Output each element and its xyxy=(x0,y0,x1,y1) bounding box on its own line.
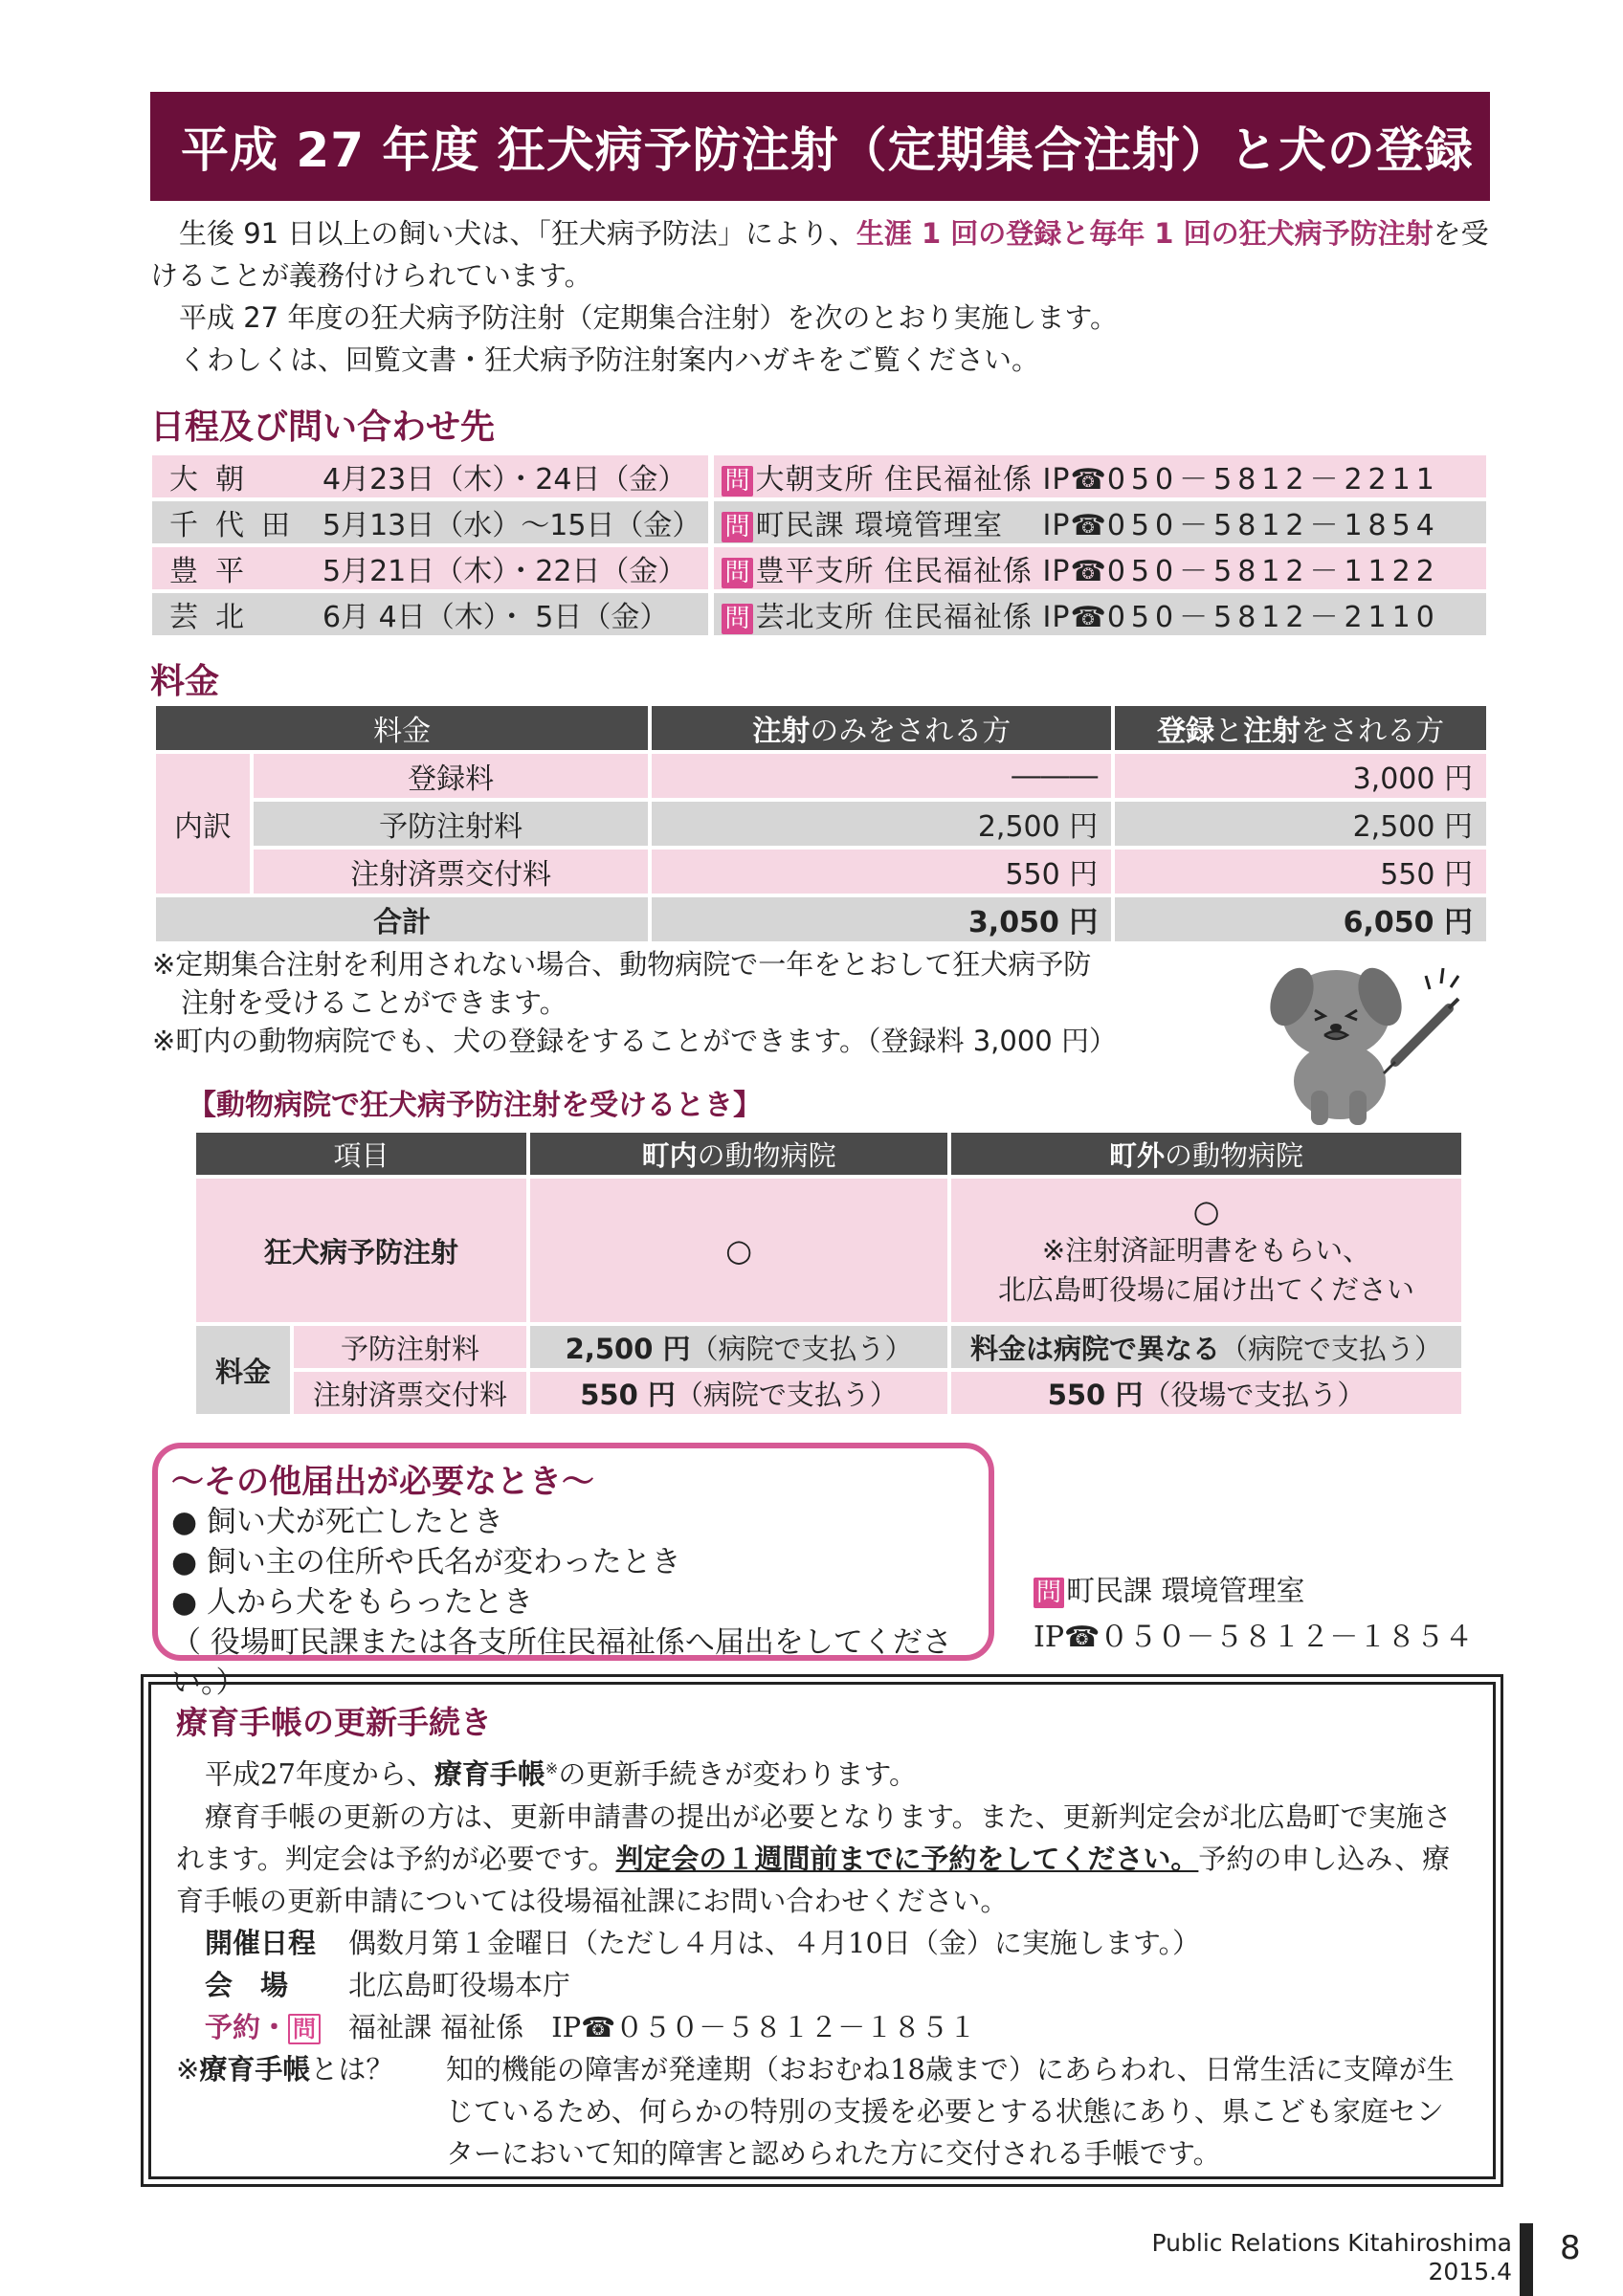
table-row xyxy=(152,593,1486,635)
table-row xyxy=(196,1179,1461,1322)
ryoiku-notice-box xyxy=(148,1682,1496,2179)
hospital-fee-out: 料金は病院で異なる（病院で支払う） xyxy=(951,1326,1461,1368)
schedule-contact xyxy=(714,547,1486,589)
schedule-contact xyxy=(714,455,1486,497)
hospital-out-note-1: ※注射済証明書をもらい、 xyxy=(1041,1234,1371,1267)
schedule-date: 4月23日（木）・24日（金） xyxy=(315,455,714,497)
note-1a: ※定期集合注射を利用されない場合、動物病院で一年をとおして狂犬病予防 xyxy=(152,948,1092,981)
fee-item: 登録料 xyxy=(254,754,648,798)
contact-block xyxy=(1034,1569,1473,1661)
hospital-fee-out: 550 円（役場で支払う） xyxy=(951,1372,1461,1414)
table-row xyxy=(196,1372,1461,1414)
schedule-office: 町民課 環境管理室 IP☎ xyxy=(755,509,1107,542)
hospital-col-item: 項目 xyxy=(196,1133,526,1175)
list-item: ● 人から犬をもらったとき xyxy=(171,1585,533,1620)
table-row xyxy=(156,754,1486,798)
hospital-table xyxy=(192,1129,1465,1418)
page-title: 平成 27 年度 狂犬病予防注射（定期集合注射）と犬の登録 xyxy=(150,92,1490,201)
schedule-office: 豊平支所 住民福祉係 IP☎ xyxy=(755,555,1107,588)
hospital-out-note-2: 北広島町役場に届け出てください xyxy=(998,1273,1415,1306)
intro-highlight: 生涯 1 回の登録と毎年 1 回の狂犬病予防注射 xyxy=(856,217,1434,250)
fee-col-header: 料金 xyxy=(156,706,648,750)
hospital-fee-label: 料金 xyxy=(196,1326,290,1414)
inquiry-icon: 問 xyxy=(722,466,753,497)
fee-col-inject: 注射のみをされる方 xyxy=(652,706,1111,750)
ryoiku-date-row: 開催日程 偶数月第１金曜日（ただし４月は、４月10日（金）に実施します。） xyxy=(205,1926,1201,1959)
hospital-out-mark: ○ xyxy=(1192,1193,1220,1229)
ryoiku-paragraph-1: 平成27年度から、療育手帳※の更新手続きが変わります。 xyxy=(205,1757,918,1791)
intro-paragraph-1 xyxy=(150,212,1490,297)
fee-total-inject: 3,050 円 xyxy=(652,897,1111,941)
schedule-date: 5月13日（水）～15日（金） xyxy=(315,501,714,543)
schedule-area: 大朝 xyxy=(152,455,315,497)
hospital-in-mark: ○ xyxy=(530,1179,947,1322)
fee-item: 注射済票交付料 xyxy=(254,850,648,894)
schedule-tel: 050－5812－2211 xyxy=(1106,463,1440,497)
schedule-tel: 050－5812－1854 xyxy=(1106,509,1440,542)
fee-both-value: 550 円 xyxy=(1115,850,1486,894)
hospital-heading: 【動物病院で狂犬病予防注射を受けるとき】 xyxy=(188,1089,762,1122)
schedule-contact xyxy=(714,593,1486,635)
note-2: ※町内の動物病院でも、犬の登録をすることができます。（登録料 3,000 円） xyxy=(152,1025,1117,1057)
intro-text-b: を受けることが義務付けられています。 xyxy=(150,217,1489,292)
contact-office: 問 町民課 環境管理室 xyxy=(1034,1569,1473,1615)
ryoiku-title: 療育手帳の更新手続き xyxy=(176,1704,492,1741)
hospital-fee-in: 550 円（病院で支払う） xyxy=(530,1372,947,1414)
ryoiku-paragraph-2: 療育手帳の更新の方は、更新申請書の提出が必要となります。また、更新判定会が北広島町で実施されます。判定会は予約が必要です。判定会の１週間前までに予約をしてください。予約の申し込み、療育手帳の更新申請については役場福祉課にお問い合わせください。 xyxy=(176,1799,1452,1917)
intro-text xyxy=(150,212,1490,381)
inquiry-icon: 問 xyxy=(722,604,753,634)
fee-inject-value: 2,500 円 xyxy=(652,802,1111,846)
table-row xyxy=(156,850,1486,894)
schedule-table xyxy=(152,452,1486,639)
fees-heading: 料金 xyxy=(150,662,220,701)
fee-total-row xyxy=(156,897,1486,941)
fee-table xyxy=(152,702,1490,945)
schedule-date: 5月21日（木）・22日（金） xyxy=(315,547,714,589)
fee-inject-value: 550 円 xyxy=(652,850,1111,894)
schedule-date: 6月 4日（木）・ 5日（金） xyxy=(315,593,714,635)
schedule-area: 千代田 xyxy=(152,501,315,543)
schedule-area: 芸北 xyxy=(152,593,315,635)
schedule-office: 大朝支所 住民福祉係 IP☎ xyxy=(755,463,1107,497)
footer-issue: 2015.4 xyxy=(1428,2258,1512,2285)
hospital-fee-item: 予防注射料 xyxy=(294,1326,526,1368)
inquiry-icon: 問 xyxy=(1034,1578,1064,1608)
fee-breakdown-label: 内訳 xyxy=(156,754,250,894)
fee-both-value: 2,500 円 xyxy=(1115,802,1486,846)
table-row xyxy=(152,547,1486,589)
schedule-heading: 日程及び問い合わせ先 xyxy=(150,408,496,447)
contact-tel: IP☎０５０－５８１２－１８５４ xyxy=(1034,1621,1474,1654)
fee-item: 予防注射料 xyxy=(254,802,648,846)
table-row xyxy=(152,501,1486,543)
other-note: （ 役場町民課または各支所住民福祉係へ届出をしてください。） xyxy=(171,1625,952,1700)
fee-header-row xyxy=(156,706,1486,750)
schedule-office: 芸北支所 住民福祉係 IP☎ xyxy=(755,601,1107,634)
fee-inject-value: ――― xyxy=(652,754,1111,798)
inquiry-icon: 問 xyxy=(722,558,753,588)
footer-divider xyxy=(1520,2223,1533,2296)
ryoiku-venue-row: 会 場 北広島町役場本庁 xyxy=(205,1968,571,2001)
schedule-area: 豊平 xyxy=(152,547,315,589)
hospital-header-row xyxy=(196,1133,1461,1175)
list-item: ● 飼い主の住所や氏名が変わったとき xyxy=(171,1545,681,1579)
other-notifications-box xyxy=(152,1443,994,1700)
table-row xyxy=(196,1326,1461,1368)
hospital-out-cell xyxy=(951,1179,1461,1322)
table-row xyxy=(152,455,1486,497)
fee-both-value: 3,000 円 xyxy=(1115,754,1486,798)
schedule-tel: 050－5812－1122 xyxy=(1106,555,1440,588)
intro-paragraph-3: くわしくは、回覧文書・狂犬病予防注射案内ハガキをご覧ください。 xyxy=(179,343,1040,376)
fee-total-both: 6,050 円 xyxy=(1115,897,1486,941)
ryoiku-note-text: 知的機能の障害が発達期（おおむね18歳まで）にあらわれ、日常生活に支障が生じているため、何らかの特別の支援を必要とする状態にあり、県こども家庭センターにおいて知的障害と認められた方に交付される手帳です。 xyxy=(446,2052,1455,2170)
schedule-tel: 050－5812－2110 xyxy=(1106,601,1440,634)
list-item: ● 飼い犬が死亡したとき xyxy=(171,1505,503,1539)
hospital-fee-in: 2,500 円（病院で支払う） xyxy=(530,1326,947,1368)
footer-publication: Public Relations Kitahiroshima xyxy=(1151,2229,1512,2257)
page-number: 8 xyxy=(1560,2229,1581,2267)
fee-notes xyxy=(152,945,1234,1060)
ryoiku-reservation-row: 予約・ 問 福祉課 福祉係 IP☎０５０－５８１２－１８５１ xyxy=(205,2010,977,2043)
footer xyxy=(1091,2229,1512,2286)
dog-injection-illustration xyxy=(1261,947,1491,1129)
hospital-col-in-town: 町内の動物病院 xyxy=(530,1133,947,1175)
schedule-contact xyxy=(714,501,1486,543)
note-1b: 注射を受けることができます。 xyxy=(181,986,567,1019)
hospital-fee-item: 注射済票交付料 xyxy=(294,1372,526,1414)
hospital-row-inject: 狂犬病予防注射 xyxy=(196,1179,526,1322)
other-title: ～その他届出が必要なとき～ xyxy=(171,1463,594,1501)
fee-col-both: 登録と注射をされる方 xyxy=(1115,706,1486,750)
table-row xyxy=(156,802,1486,846)
inquiry-icon: 問 xyxy=(722,512,753,542)
intro-paragraph-2: 平成 27 年度の狂犬病予防注射（定期集合注射）を次のとおり実施します。 xyxy=(179,301,1119,334)
intro-text-a: 生後 91 日以上の飼い犬は、「狂犬病予防法」により、 xyxy=(179,217,856,250)
inquiry-icon: 問 xyxy=(288,2014,321,2044)
ryoiku-note-row xyxy=(176,2048,1468,2175)
ryoiku-note-label: ※療育手帳とは？ xyxy=(176,2052,394,2086)
fee-total-label: 合計 xyxy=(156,897,648,941)
hospital-col-out-town: 町外の動物病院 xyxy=(951,1133,1461,1175)
